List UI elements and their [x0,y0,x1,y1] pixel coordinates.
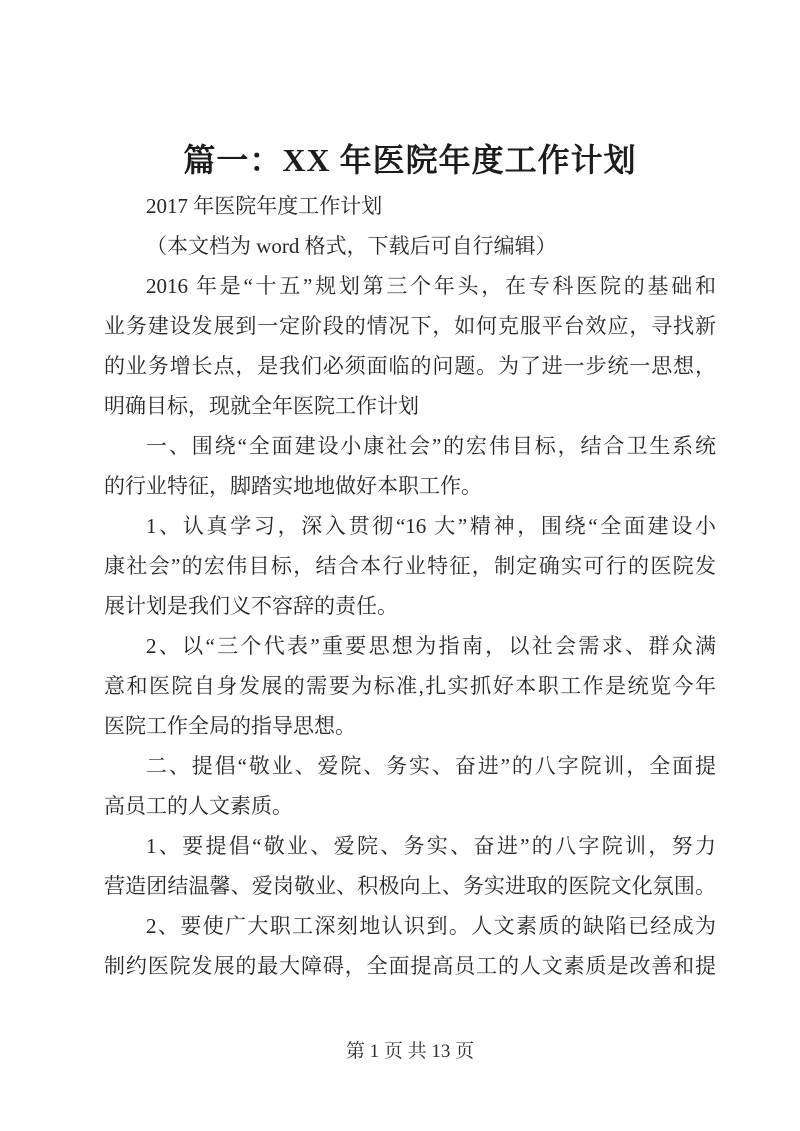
text-line: 业务建设发展到一定阶段的情况下，如何克服平台效应，寻找新 [104,314,716,338]
page-number-label: 第 1 页 共 13 页 [345,1041,475,1062]
text-line: 医院工作全局的指导思想。 [104,714,356,738]
text-line: 高员工的人文素质。 [104,794,293,818]
text-line: （本文档为 word 格式，下载后可自行编辑） [146,234,557,258]
text-line: 1、认真学习，深入贯彻“16 大”精神，围绕“全面建设小 [146,514,716,538]
text-line: 康社会”的宏伟目标，结合本行业特征，制定确实可行的医院发 [104,554,716,578]
text-line: 2、以“三个代表”重要思想为指南，以社会需求、群众满 [146,634,716,658]
text-line: 的业务增长点，是我们必须面临的问题。为了进一步统一思想， [104,354,716,378]
text-line: 2016 年是“十五”规划第三个年头，在专科医院的基础和 [146,274,716,298]
text-line: 2017 年医院年度工作计划 [146,194,383,218]
text-line: 展计划是我们义不容辞的责任。 [104,594,398,618]
document-title: 篇一：XX 年医院年度工作计划 [183,142,637,178]
text-line: 二、提倡“敬业、爱院、务实、奋进”的八字院训，全面提 [146,754,716,778]
text-line: 一、围绕“全面建设小康社会”的宏伟目标，结合卫生系统 [146,434,716,458]
text-line: 的行业特征，脚踏实地地做好本职工作。 [104,474,482,498]
text-line: 1、要提倡“敬业、爱院、务实、奋进”的八字院训，努力 [146,834,716,858]
document-body [104,186,716,986]
page-footer [104,1038,716,1066]
text-line: 明确目标，现就全年医院工作计划 [104,394,419,418]
text-line: 制约医院发展的最大障碍，全面提高员工的人文素质是改善和提 [104,954,716,978]
text-line: 营造团结温馨、爱岗敬业、积极向上、务实进取的医院文化氛围。 [104,874,716,898]
text-line: 2、要使广大职工深刻地认识到。人文素质的缺陷已经成为 [146,914,716,938]
text-line: 意和医院自身发展的需要为标准,扎实抓好本职工作是统览今年 [104,674,716,698]
